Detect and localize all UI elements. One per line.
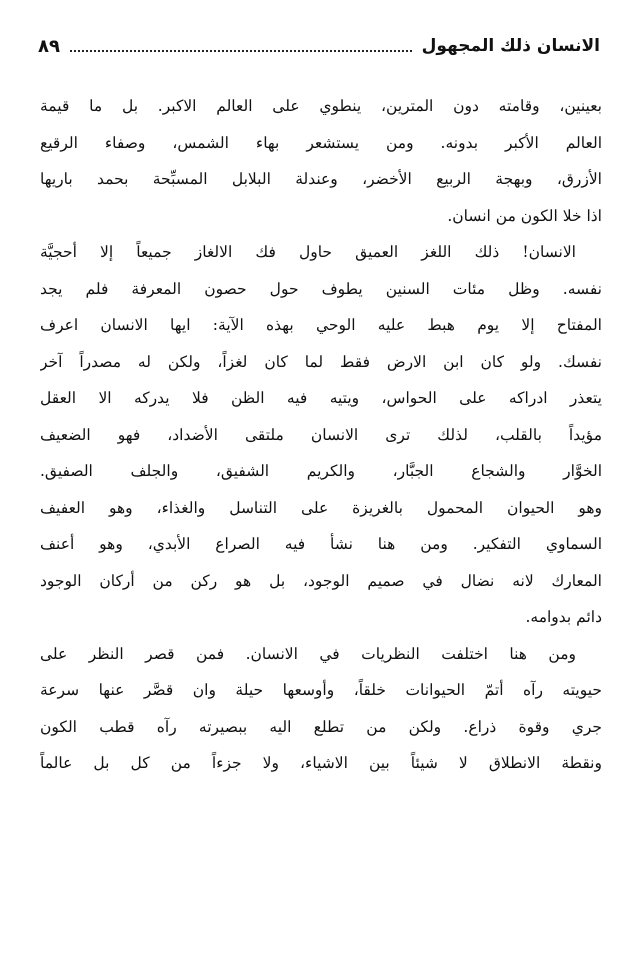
text-line: الانسان! ذلك اللغز العميق حاول فك الالغاز جميعاً إلا أحجيَّة xyxy=(40,243,576,261)
text-line: مؤيداً بالقلب، لذلك ترى الانسان ملتقى الأضداد، فهو الضعيف xyxy=(40,425,602,444)
text-line: وهو الحيوان المحمول بالغريزة على التناسل والغذاء، وهو العفيف xyxy=(40,498,602,517)
text-line: جري وقوة ذراع. ولكن من تطلع اليه ببصيرته رآه قطب الكون xyxy=(40,717,602,736)
text-line: يتعذر ادراكه على الحواس، ويتيه فيه الظن فلا يدركه الا العقل xyxy=(40,389,602,407)
running-title: الانسان ذلك المجهول xyxy=(421,36,600,56)
text-line: ومن هنا اختلفت النظريات في الانسان. فمن قصر النظر على xyxy=(40,644,576,663)
text-line: حيويته رآه أتمّ الحيوانات خلقاً، وأوسعها حيلة وان قصَّر عنها سرعة xyxy=(40,681,602,699)
text-line: المفتاح إلا يوم هبط عليه الوحي بهذه الآية: ايها الانسان اعرف xyxy=(40,316,602,334)
text-line: الخوَّار والشجاع الجبَّار، والكريم الشفيق، والجلف الصفيق. xyxy=(40,462,602,480)
page-number: ٨٩ xyxy=(38,35,60,57)
text-line: ونقطة الانطلاق لا شيئاً بين الاشياء، ولا جزءاً من كل بل عالماً xyxy=(40,754,602,772)
text-line: السماوي التفكير. ومن هنا نشأ فيه الصراع الأبدي، وهو أعنف xyxy=(40,535,602,553)
text-line: اذا خلا الكون من انسان. xyxy=(447,206,602,225)
dotted-leader xyxy=(70,50,412,52)
text-line: دائم بدوامه. xyxy=(525,608,602,626)
text-line: نفسه. وظل مئات السنين يطوف حول حصون المعرفة فلم يجد xyxy=(40,279,602,298)
page-header xyxy=(38,30,600,62)
body-text xyxy=(40,88,602,782)
text-line: نفسك. ولو كان ابن الارض فقط لما كان لغزاً، ولكن له مصدراً آخر xyxy=(40,352,602,371)
text-line: المعارك لانه نضال في صميم الوجود، بل هو ركن من أركان الوجود xyxy=(40,571,602,590)
text-line: الأزرق، وبهجة الربيع الأخضر، وعندلة البلابل المسبِّحة بحمد باريها xyxy=(40,170,602,188)
text-line: العالم الأكبر بدونه. ومن يستشعر بهاء الشمس، وصفاء الرقيع xyxy=(40,133,602,152)
text-line: بعينين، وقامته دون المترين، ينطوي على العالم الاكبر. بل ما قيمة xyxy=(40,97,602,115)
